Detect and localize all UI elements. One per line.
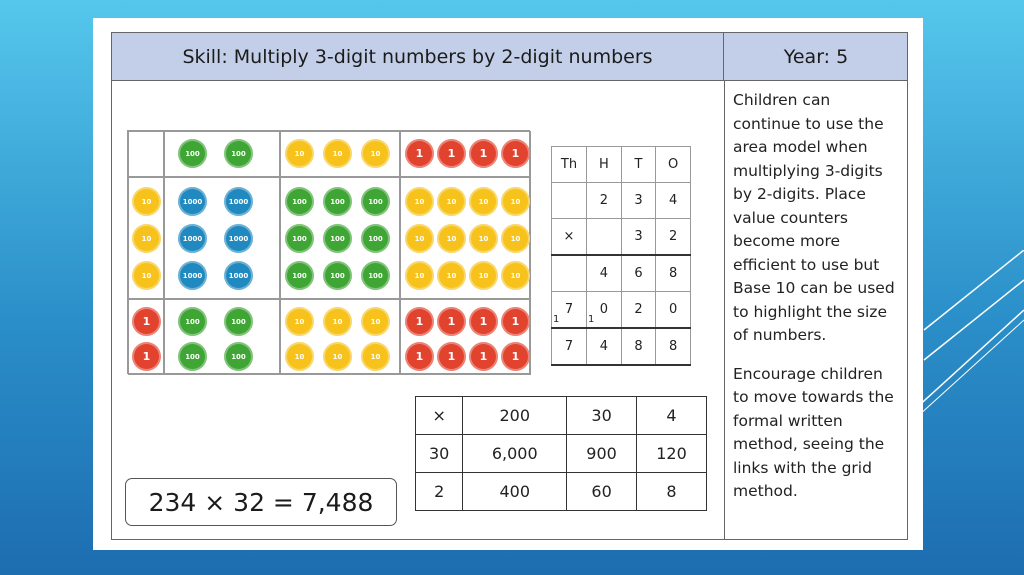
col-cell (587, 292, 622, 329)
grid-header-cell: 30 (567, 397, 637, 435)
one-counter: 1 (501, 342, 530, 371)
hundred-counter: 100 (224, 139, 253, 168)
col-answer-cell: 4 (587, 328, 622, 365)
one-counter: 1 (132, 342, 161, 371)
thousand-counter: 1000 (224, 261, 253, 290)
col-cell: 3 (621, 183, 656, 219)
hundred-counter: 100 (361, 224, 390, 253)
grid-cell: 6,000 (463, 435, 567, 473)
carry-digit: 1 (588, 314, 595, 325)
col-answer-cell: 8 (656, 328, 691, 365)
year-label: Year: 5 (783, 45, 849, 68)
hundred-counter: 100 (361, 187, 390, 216)
ten-counter: 10 (323, 307, 352, 336)
ten-counter: 10 (323, 342, 352, 371)
hundred-counter: 100 (178, 307, 207, 336)
hundred-counter: 100 (178, 139, 207, 168)
notes-panel (724, 81, 908, 539)
ten-counter: 10 (361, 139, 390, 168)
col-cell: 2 (587, 183, 622, 219)
col-cell: 4 (656, 183, 691, 219)
one-counter: 1 (501, 139, 530, 168)
equation-box: 234 × 32 = 7,488 (125, 478, 397, 526)
place-value-counters-grid (127, 130, 530, 374)
col-cell (552, 292, 587, 329)
hundred-counter: 100 (178, 342, 207, 371)
grid-cell: 60 (567, 473, 637, 511)
grid-header-cell: × (416, 397, 463, 435)
ten-counter: 10 (405, 261, 434, 290)
thousand-counter: 1000 (224, 224, 253, 253)
hundred-counter: 100 (224, 307, 253, 336)
grid-method-table (415, 396, 707, 510)
col-answer-cell: 7 (552, 328, 587, 365)
counter-cell (128, 131, 164, 177)
one-counter: 1 (469, 307, 498, 336)
col-cell (587, 219, 622, 256)
col-cell: 2 (621, 292, 656, 329)
thousand-counter: 1000 (178, 187, 207, 216)
col-header-th: Th (552, 147, 587, 183)
multiply-sign: × (552, 219, 587, 256)
ten-counter: 10 (437, 187, 466, 216)
one-counter: 1 (437, 307, 466, 336)
ten-counter: 10 (405, 187, 434, 216)
column-method-table (551, 146, 691, 360)
col-cell (552, 183, 587, 219)
ten-counter: 10 (323, 139, 352, 168)
one-counter: 1 (469, 342, 498, 371)
grid-cell: 8 (637, 473, 707, 511)
thousand-counter: 1000 (224, 187, 253, 216)
one-counter: 1 (405, 342, 434, 371)
skill-title: Skill: Multiply 3-digit numbers by 2-digit numbers (112, 33, 724, 80)
ten-counter: 10 (437, 261, 466, 290)
one-counter: 1 (405, 307, 434, 336)
ten-counter: 10 (285, 139, 314, 168)
hundred-counter: 100 (285, 187, 314, 216)
grid-header-cell: 200 (463, 397, 567, 435)
col-header-h: H (587, 147, 622, 183)
col-cell (552, 255, 587, 292)
one-counter: 1 (437, 139, 466, 168)
hundred-counter: 100 (224, 342, 253, 371)
thousand-counter: 1000 (178, 261, 207, 290)
one-counter: 1 (405, 139, 434, 168)
decorative-lines (914, 250, 1024, 420)
col-cell: 8 (656, 255, 691, 292)
slide (93, 18, 923, 550)
grid-header-cell: 4 (637, 397, 707, 435)
notes-paragraph-2: Encourage children to move towards the formal written method, seeing the links with the grid method. (733, 364, 894, 500)
grid-cell: 900 (567, 435, 637, 473)
one-counter: 1 (469, 139, 498, 168)
col-cell: 2 (656, 219, 691, 256)
ten-counter: 10 (437, 224, 466, 253)
grid-cell: 2 (416, 473, 463, 511)
col-header-o: O (656, 147, 691, 183)
col-cell: 6 (621, 255, 656, 292)
hundred-counter: 100 (285, 261, 314, 290)
notes-paragraph-1: Children can continue to use the area model when multiplying 3-digits by 2-digits. Place value counters become more efficient to use but Base 10 can be used to highlight the size of numbers. (733, 91, 895, 344)
carry-digit: 1 (553, 314, 560, 325)
thousand-counter: 1000 (178, 224, 207, 253)
hundred-counter: 100 (285, 224, 314, 253)
one-counter: 1 (437, 342, 466, 371)
ten-counter: 10 (132, 187, 161, 216)
ten-counter: 10 (285, 342, 314, 371)
ten-counter: 10 (132, 224, 161, 253)
ten-counter: 10 (405, 224, 434, 253)
hundred-counter: 100 (323, 187, 352, 216)
col-value: 7 (564, 302, 574, 317)
ten-counter: 10 (361, 342, 390, 371)
grid-cell: 120 (637, 435, 707, 473)
grid-cell: 30 (416, 435, 463, 473)
col-cell: 4 (587, 255, 622, 292)
col-cell: 0 (656, 292, 691, 329)
hundred-counter: 100 (361, 261, 390, 290)
ten-counter: 10 (132, 261, 161, 290)
header-bar (112, 33, 907, 81)
ten-counter: 10 (361, 307, 390, 336)
hundred-counter: 100 (323, 224, 352, 253)
ten-counter: 10 (469, 224, 498, 253)
hundred-counter: 100 (323, 261, 352, 290)
ten-counter: 10 (501, 261, 530, 290)
one-counter: 1 (501, 307, 530, 336)
ten-counter: 10 (285, 307, 314, 336)
col-answer-cell: 8 (621, 328, 656, 365)
ten-counter: 10 (501, 224, 530, 253)
ten-counter: 10 (501, 187, 530, 216)
one-counter: 1 (132, 307, 161, 336)
ten-counter: 10 (469, 187, 498, 216)
col-header-t: T (621, 147, 656, 183)
ten-counter: 10 (469, 261, 498, 290)
grid-cell: 400 (463, 473, 567, 511)
col-value: 0 (599, 302, 608, 317)
col-cell: 3 (621, 219, 656, 256)
